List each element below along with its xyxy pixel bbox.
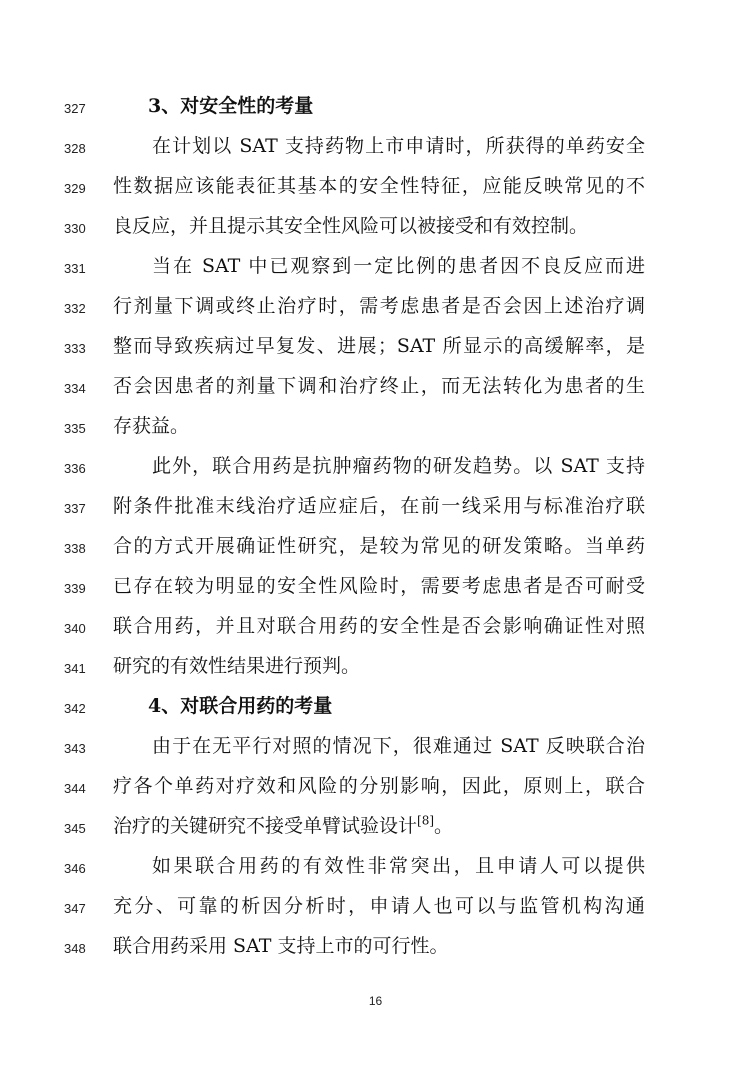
paragraph-text: 已存在较为明显的安全性风险时，需要考虑患者是否可耐受 (113, 575, 645, 597)
paragraph-text-main: 治疗的关键研究不接受单臂试验设计 (113, 815, 418, 837)
line-number: 334 (64, 381, 86, 396)
paragraph-text: 充分、可靠的析因分析时，申请人也可以与监管机构沟通 (113, 895, 645, 917)
line-number: 342 (64, 701, 86, 716)
line-337 (0, 486, 751, 526)
paragraph-text: 疗各个单药对疗效和风险的分别影响，因此，原则上，联合 (113, 775, 645, 797)
paragraph-text: 此外，联合用药是抗肿瘤药物的研发趋势。以 SAT 支持 (152, 455, 645, 477)
line-number: 327 (64, 101, 86, 116)
line-348 (0, 926, 751, 966)
line-345 (0, 806, 751, 846)
line-338 (0, 526, 751, 566)
line-347 (0, 886, 751, 926)
paragraph-text: 由于在无平行对照的情况下，很难通过 SAT 反映联合治 (152, 735, 645, 757)
line-number: 344 (64, 781, 86, 796)
line-344 (0, 766, 751, 806)
page-number: 16 (368, 994, 383, 1008)
line-number: 340 (64, 621, 86, 636)
line-327 (0, 86, 751, 126)
line-number: 335 (64, 421, 86, 436)
line-number: 346 (64, 861, 86, 876)
paragraph-text: 联合用药，并且对联合用药的安全性是否会影响确证性对照 (113, 615, 645, 637)
paragraph-text: 良反应，并且提示其安全性风险可以被接受和有效控制。 (113, 215, 589, 237)
line-330 (0, 206, 751, 246)
section-heading: 4、对联合用药的考量 (148, 695, 333, 717)
line-334 (0, 366, 751, 406)
line-number: 348 (64, 941, 86, 956)
paragraph-text: 研究的有效性结果进行预判。 (113, 655, 361, 677)
line-331 (0, 246, 751, 286)
line-number: 345 (64, 821, 86, 836)
line-number: 343 (64, 741, 86, 756)
paragraph-text: 性数据应该能表征其基本的安全性特征，应能反映常见的不 (113, 175, 645, 197)
line-number: 337 (64, 501, 86, 516)
paragraph-text: 否会因患者的剂量下调和治疗终止，而无法转化为患者的生 (113, 375, 645, 397)
line-number: 341 (64, 661, 86, 676)
paragraph-text: 附条件批准末线治疗适应症后，在前一线采用与标准治疗联 (113, 495, 645, 517)
line-number: 332 (64, 301, 86, 316)
line-number: 329 (64, 181, 86, 196)
paragraph-text: 存获益。 (113, 415, 190, 437)
section-heading: 3、对安全性的考量 (148, 95, 314, 117)
line-number: 330 (64, 221, 86, 236)
line-341 (0, 646, 751, 686)
line-343 (0, 726, 751, 766)
line-333 (0, 326, 751, 366)
line-329 (0, 166, 751, 206)
line-328 (0, 126, 751, 166)
line-number: 333 (64, 341, 86, 356)
paragraph-text-tail: 。 (434, 815, 454, 837)
line-340 (0, 606, 751, 646)
paragraph-text (113, 806, 645, 846)
line-346 (0, 846, 751, 886)
paragraph-text: 整而导致疾病过早复发、进展；SAT 所显示的高缓解率，是 (113, 335, 645, 357)
line-339 (0, 566, 751, 606)
line-342 (0, 686, 751, 726)
line-332 (0, 286, 751, 326)
paragraph-text: 联合用药采用 SAT 支持上市的可行性。 (113, 935, 449, 957)
line-336 (0, 446, 751, 486)
paragraph-text: 如果联合用药的有效性非常突出，且申请人可以提供 (152, 855, 645, 877)
line-number: 331 (64, 261, 86, 276)
paragraph-text: 行剂量下调或终止治疗时，需考虑患者是否会因上述治疗调 (113, 295, 645, 317)
line-number: 339 (64, 581, 86, 596)
line-number: 336 (64, 461, 86, 476)
paragraph-text: 合的方式开展确证性研究，是较为常见的研发策略。当单药 (113, 535, 645, 557)
line-number: 347 (64, 901, 86, 916)
paragraph-text: 在计划以 SAT 支持药物上市申请时，所获得的单药安全 (152, 135, 645, 157)
line-number: 328 (64, 141, 86, 156)
citation-ref: [8] (417, 813, 435, 828)
paragraph-text: 当在 SAT 中已观察到一定比例的患者因不良反应而进 (152, 255, 645, 277)
line-number: 338 (64, 541, 86, 556)
line-335 (0, 406, 751, 446)
